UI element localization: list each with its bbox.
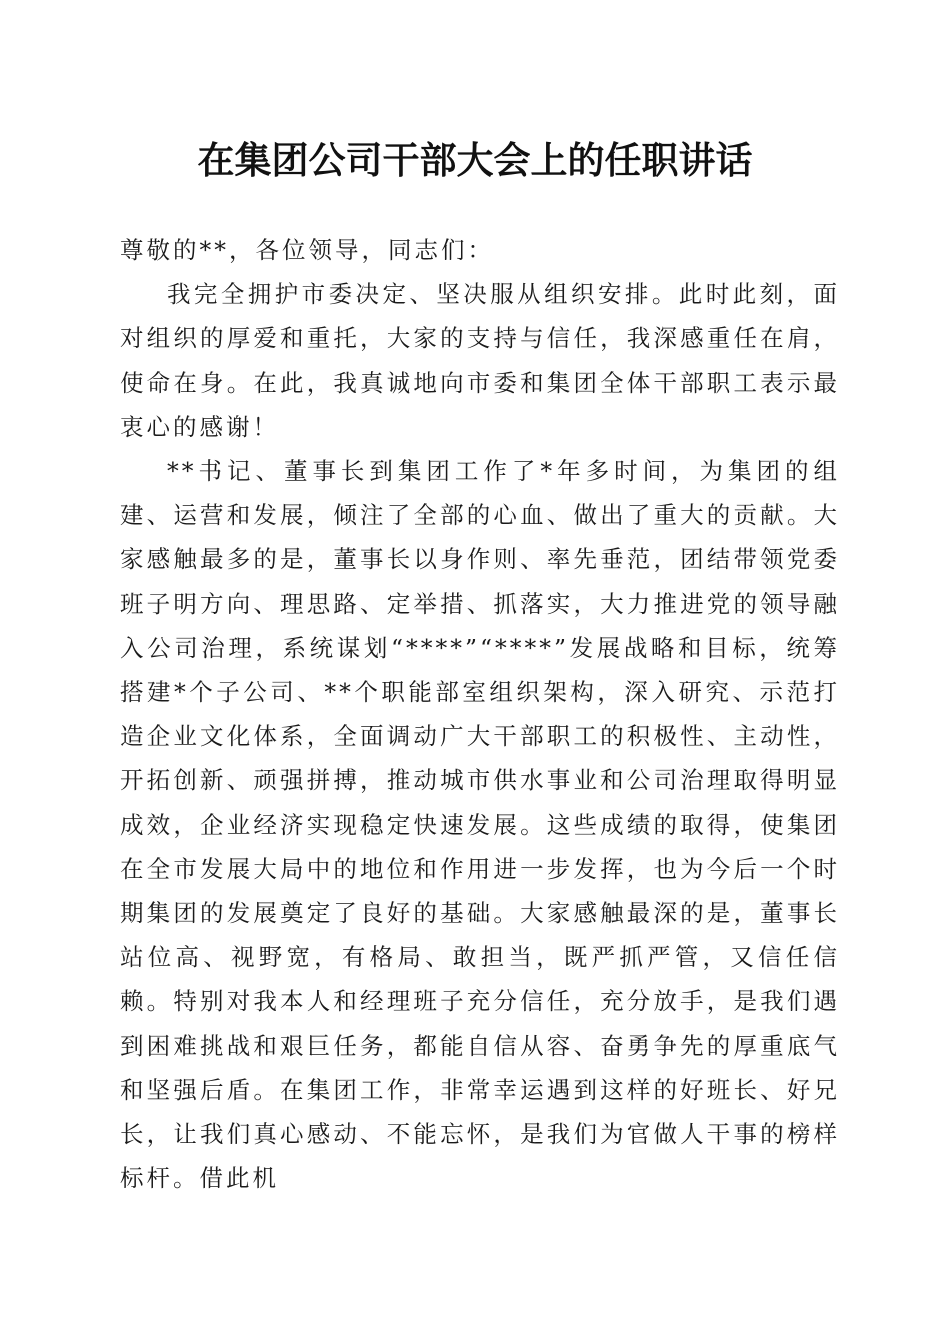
salutation: 尊敬的**，各位领导，同志们： xyxy=(120,236,494,264)
document-body xyxy=(120,228,840,1200)
document-title: 在集团公司干部大会上的任职讲话 xyxy=(197,138,753,182)
paragraph-2: **书记、董事长到集团工作了*年多时间，为集团的组建、运营和发展，倾注了全部的心血、做出了重大的贡献。大家感触最多的是，董事长以身作则、率先垂范，团结带领党委班子明方向、理思路、定举措、抓落实，大力推进党的领导融入公司治理，系统谋划“****”“****”发展战略和目标，统筹搭建*个子公司、**个职能部室组织架构，深入研究、示范打造企业文化体系，全面调动广大干部职工的积极性、主动性，开拓创新、顽强拼搏，推动城市供水事业和公司治理取得明显成效，企业经济实现稳定快速发展。这些成绩的取得，使集团在全市发展大局中的地位和作用进一步发挥，也为今后一个时期集团的发展奠定了良好的基础。大家感触最深的是，董事长站位高、视野宽，有格局、敢担当，既严抓严管，又信任信赖。特别对我本人和经理班子充分信任，充分放手，是我们遇到困难挑战和艰巨任务，都能自信从容、奋勇争先的厚重底气和坚强后盾。在集团工作，非常幸运遇到这样的好班长、好兄长，让我们真心感动、不能忘怀，是我们为官做人干事的榜样标杆。借此机 xyxy=(120,457,840,1193)
paragraph-1: 我完全拥护市委决定、坚决服从组织安排。此时此刻，面对组织的厚爱和重托，大家的支持与信任，我深感重任在肩，使命在身。在此，我真诚地向市委和集团全体干部职工表示最衷心的感谢！ xyxy=(120,280,840,441)
